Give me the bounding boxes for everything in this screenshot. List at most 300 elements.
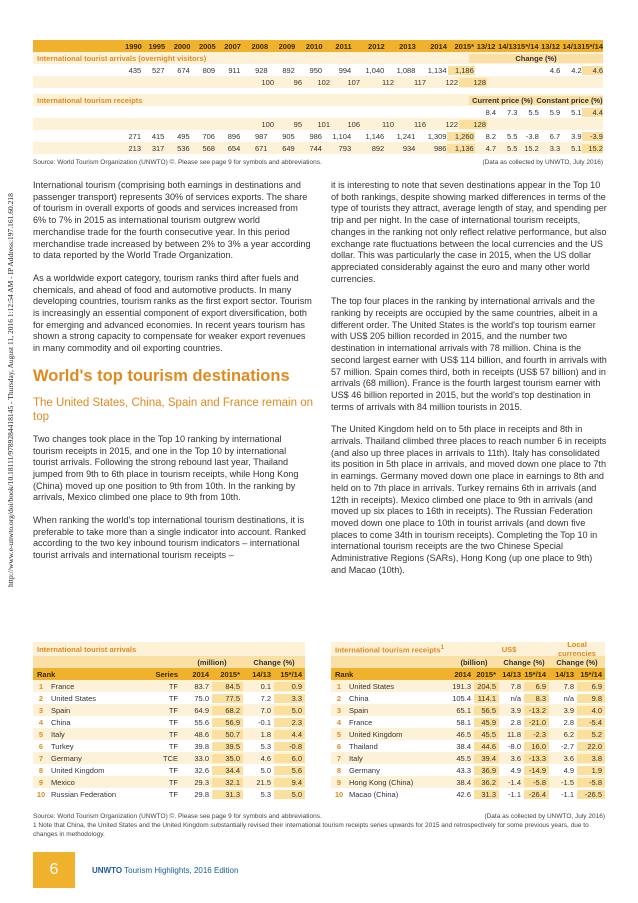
data-cell: 117 [414,77,426,87]
publication-title: Tourism Highlights, 2016 Edition [124,866,239,875]
data-cell: 1,040 [365,65,385,75]
value-cell: 31.3 [212,790,243,799]
country-cell: China [349,693,369,703]
table-row [33,680,305,692]
value-cell: -1.1 [508,789,521,799]
country-cell: Germany [51,753,82,763]
year-header: 2005 [198,41,216,51]
current-price-label: Current price (%) [469,96,536,105]
series-cell: TF [168,777,178,787]
value-cell: -5.8 [577,778,605,787]
change-cell: 5.5 [507,131,518,141]
receipts-ranking-table [331,642,605,800]
receipts-table-body [331,680,605,800]
section-subheading: The United States, China, Spain and France remain on top [33,396,313,423]
receipts-table-title: International tourism receipts [335,645,441,655]
value-cell: 65.1 [456,705,471,715]
value-cell: 3.3 [274,694,305,703]
table-header-row [33,40,603,52]
value-cell: 6.9 [577,682,605,691]
value-cell: 29.8 [194,789,209,799]
receipts-col-header [331,668,605,680]
value-cell: -26.5 [577,790,605,799]
data-cell: 122 [445,77,458,87]
change-cell: 4.4 [582,108,603,117]
million-row [33,64,603,76]
million-group: (million) [197,657,227,667]
value-cell: 4.0 [577,706,605,715]
data-cell: 536 [177,143,190,153]
value-cell: n/a [563,693,574,703]
receipts-group-header [331,656,605,668]
top-source: Source: World Tourism Organization (UNWTO) ©. Please see page 9 for symbols and abbreviations. [33,158,322,166]
change-cell: 5.1 [571,107,582,117]
value-cell: 58.1 [456,717,471,727]
rank-cell: 1 [336,681,342,691]
value-cell: 34.4 [212,766,243,775]
value-cell: 68.2 [212,706,243,715]
rank-cell: 2 [38,693,44,703]
change-cell: 8.4 [485,107,497,117]
value-cell: 56.9 [212,718,243,727]
year-header: 1995 [148,41,166,51]
paragraph: it is interesting to note that seven destinations appear in the Top 10 of both rankings, despite showing marked differences in terms of the type of tourists they attract, average length of stay, and spending per trip and per night. In the case of international tourism receipts, changes in the ranking not only reflect relative performance, but also exchange rate fluctuations between the local currencies and the US dollar. This was particularly the case in 2015, when the US dollar appreciated considerably against the euro and many other world currencies. [331,180,607,284]
side-url-text: http://www.e-unwto.org/doi/book/10.18111/9789284418145 - Thursday, August 11, 2016 1:12:54 AM - IP Address:197.161.60.218 [6,193,15,587]
section-heading: World's top tourism destinations [33,366,290,385]
change-cell: 6.7 [549,131,561,141]
data-cell: 527 [152,65,165,75]
country-cell: United Kingdom [51,765,105,775]
col-header: 2014 [192,669,209,679]
value-cell: 46.5 [456,729,471,739]
paragraph: The top four places in the ranking by international arrivals and the ranking by receipts are occupied by the same countries, albeit in a different order. The United States is the world's top tourism earner with US$ 205 billion recorded in 2015, and the number two destination in international arrivals with 78 million. China is the second largest earner with US$ 114 billion, and fourth in arrivals with 57 million. Spain comes third, both in receipts (US$ 57 billion) and in arrivals (68 million). France is the fourth largest tourism earner with US$ 46 billion reported in 2015, but the world's top destination in terms of arrivals with 84 million tourists in 2015. [331,296,607,412]
value-cell: 114.1 [474,694,499,703]
data-cell: 1,309 [427,131,447,141]
value-cell: 21.5 [256,777,271,787]
value-cell: 84.5 [212,682,243,691]
value-cell: 32.6 [194,765,209,775]
value-cell: 64.9 [194,705,209,715]
top-source-right: (Data as collected by UNWTO, July 2016) [482,158,603,166]
data-cell: 986 [433,143,447,153]
year-header: 2015* [454,41,475,51]
value-cell: 6.2 [563,729,574,739]
country-cell: Turkey [51,741,74,751]
country-cell: Spain [51,705,71,715]
receipts-title-row [33,94,603,106]
data-cell: 110 [382,119,394,129]
value-cell: 42.6 [456,789,471,799]
value-cell: 4.6 [260,753,271,763]
col-header: 14/13 [555,669,574,679]
year-header: 2014 [430,41,447,51]
country-cell: United States [51,693,97,703]
value-cell: 39.4 [474,754,499,763]
data-cell: 1,088 [396,65,416,75]
value-cell: 45.5 [456,753,471,763]
change-cell: 3.3 [549,143,561,153]
top-source-row [33,156,603,168]
value-cell: 3.6 [510,753,521,763]
col-header: 15*/14 [524,669,546,679]
data-cell: 1,136 [447,144,474,153]
data-cell: 649 [282,143,295,153]
rank-cell: 3 [336,705,342,715]
left-column [33,180,313,573]
value-cell: 3.6 [563,753,574,763]
value-cell: 5.0 [274,790,305,799]
usd-row [33,130,603,142]
arrivals-col-header [33,668,305,680]
table-row [33,776,305,788]
change-cell: 5.9 [549,107,561,117]
col-header: 14/13 [252,669,271,679]
value-cell: 4.4 [274,730,305,739]
table-row [331,716,605,728]
side-url [6,140,18,640]
table-row [331,776,605,788]
table-row [331,728,605,740]
value-cell: 35.0 [212,754,243,763]
series-cell: TCE [163,753,178,763]
value-cell: 43.3 [456,765,471,775]
value-cell: -14.9 [524,766,549,775]
value-cell: 75.0 [194,693,209,703]
table-row [331,740,605,752]
value-cell: 5.3 [260,789,271,799]
series-cell: TF [168,729,178,739]
value-cell: 36.9 [474,766,499,775]
col-header: 15*/14 [580,669,602,679]
value-cell: 29.3 [194,777,209,787]
table-row [33,764,305,776]
year-header: 2009 [278,41,296,51]
value-cell: n/a [510,693,521,703]
value-cell: 4.9 [563,765,574,775]
data-cell: 495 [177,131,190,141]
value-cell: 1.8 [260,729,271,739]
value-cell: 105.4 [452,693,471,703]
series-cell: TF [168,705,178,715]
table-row [331,692,605,704]
table-row [33,704,305,716]
year-header: 2012 [368,41,385,51]
table-row [331,704,605,716]
local-group: Local currencies [558,640,596,658]
value-cell: -0.8 [274,742,305,751]
rank-cell: 4 [336,717,342,727]
data-cell: 671 [254,143,268,153]
rank-cell: 8 [336,765,342,775]
col-header: 2015* [476,669,496,679]
table-row [33,740,305,752]
data-cell: 1,104 [332,131,352,141]
page-number: 6 [33,852,75,888]
rank-cell: 1 [38,681,44,691]
value-cell: 38.4 [456,777,471,787]
col-header: 15*/14 [280,669,302,679]
rank-cell: 8 [38,765,44,775]
footer-source-right: (Data as collected by UNWTO, July 2016) [484,813,605,820]
change-header: 15*/14 [581,41,603,51]
country-cell: Italy [51,729,65,739]
data-cell: 415 [151,131,165,141]
year-header: 1990 [125,41,142,51]
data-cell: 102 [317,77,330,87]
value-cell: -26.4 [524,790,549,799]
data-cell: 271 [128,131,141,141]
value-cell: 5.0 [260,765,271,775]
col-header: 14/13 [502,669,521,679]
country-cell: United Kingdom [349,729,403,739]
data-cell: 435 [128,65,142,75]
value-cell: -5.8 [524,778,549,787]
change-cell: 8.2 [485,131,497,141]
data-cell: 892 [371,143,385,153]
change-cell: 4.6 [549,65,561,75]
data-cell: 100 [261,119,274,129]
value-cell: 3.8 [577,754,605,763]
value-cell: -13.2 [524,706,549,715]
col-header: Series [155,669,178,679]
year-header: 2007 [224,41,241,51]
data-cell: 744 [309,143,322,153]
country-cell: United States [349,681,395,691]
value-cell: 33.0 [194,753,209,763]
rank-cell: 6 [38,741,44,751]
year-header: 2013 [399,41,416,51]
value-cell: 44.6 [474,742,499,751]
year-header: 2010 [305,41,323,51]
change-group: Change (%) [503,657,545,667]
value-cell: 16.0 [524,742,549,751]
receipts-table-title-bar [331,642,605,656]
change-cell: 15.2 [582,144,603,153]
rank-cell: 7 [336,753,342,763]
data-cell: 911 [228,65,241,75]
data-cell: 317 [151,143,165,153]
data-cell: 1,241 [396,131,416,141]
value-cell: -5.4 [577,718,605,727]
data-cell: 112 [382,77,394,87]
billion-group: (billion) [460,657,488,667]
year-header: 2008 [251,41,269,51]
series-cell: TF [168,681,178,691]
col-header: Rank [335,669,354,679]
value-cell: 6.0 [274,754,305,763]
country-cell: Germany [349,765,380,775]
usd-group: US$ [501,644,517,654]
change-cell: 5.5 [507,143,518,153]
data-cell: 122 [445,119,458,129]
value-cell: 5.6 [274,766,305,775]
change-group-local: Change (%) [556,657,598,667]
arrivals-table-title-bar [33,642,305,656]
data-cell: 987 [254,131,268,141]
value-cell: 50.7 [212,730,243,739]
country-cell: Hong Kong (China) [349,777,414,787]
table-row [33,692,305,704]
table-row [331,752,605,764]
data-cell: 128 [459,120,487,129]
value-cell: 0.1 [260,681,271,691]
arrivals-title: International tourist arrivals (overnight visitors) [37,53,207,63]
value-cell: 39.5 [212,742,243,751]
change-cell: -3.8 [525,131,539,141]
value-cell: 5.3 [260,741,271,751]
value-cell: 56.5 [474,706,499,715]
series-cell: TF [168,717,178,727]
data-cell: 95 [293,119,302,129]
rank-cell: 4 [38,717,44,727]
value-cell: 7.0 [260,705,271,715]
value-cell: -8.0 [508,741,521,751]
rank-cell: 10 [334,789,344,799]
right-column [331,180,609,588]
paragraph: The United Kingdom held on to 5th place in receipts and 8th in arrivals. Thailand climbed three places to reach number 6 in receipts (and also up three places in arrivals to 11th). Italy has consolidated its position in 5th place in arrivals, and moved down one place to 7th in earnings. Germany moved down one place in earnings to 8th and held on to 7th place in arrivals. Turkey remains 6th in arrivals (and 12th in receipts). Mexico climbed one place to 9th in arrivals (and moved up six places to 16th in receipts). The Russian Federation moved down one place to 10th in tourist arrivals (and down five places to come 34th in tourism receipts). Completing the Top 10 in international tourism receipts are the two Chinese Special Administrative Regions (SARs), Hong Kong (up one place to 9th) and Macao (10th). [331,424,607,575]
value-cell: 32.1 [212,778,243,787]
value-cell: 2.8 [563,717,574,727]
data-cell: 1,186 [448,66,475,75]
value-cell: -2.7 [561,741,574,751]
constant-price-label: Constant price (%) [536,95,603,105]
rank-cell: 2 [336,693,342,703]
paragraph: Two changes took place in the Top 10 ranking by international tourism receipts in 2015, and one in the Top 10 by international tourist arrivals. Following the strong rebound last year, Thailand jumped from 9th to 6th place in tourism receipts, while Hong Kong (China) moved up one position to 9th from 10th. In the ranking by arrivals, Mexico climbed one place to 9th from 10th. [33,433,299,503]
value-cell: 38.4 [456,741,471,751]
value-cell: 11.8 [506,729,521,739]
value-cell: 77.5 [212,694,243,703]
euro-row [33,142,603,154]
country-cell: France [51,681,75,691]
data-cell: 568 [202,143,215,153]
change-header: 13/12 [476,41,496,51]
country-cell: France [349,717,373,727]
value-cell: 7.8 [510,681,521,691]
data-cell: 116 [414,119,426,129]
country-cell: Spain [349,705,369,715]
footer-source: Source: World Tourism Organization (UNWTO) ©. Please see page 9 for symbols and abbreviations. [33,813,322,820]
change-header: 15*/14 [516,41,539,51]
country-cell: China [51,717,71,727]
value-cell: 1.9 [577,766,605,775]
arrivals-title-row [33,52,603,64]
change-group: Change (%) [253,657,295,667]
year-header: 2011 [335,41,352,51]
value-cell: -1.1 [561,789,574,799]
series-cell: TF [168,765,178,775]
table-row [331,764,605,776]
data-cell: 950 [309,65,323,75]
value-cell: 2.8 [510,717,521,727]
value-cell: 204.5 [474,682,499,691]
data-cell: 213 [128,143,141,153]
change-header: 14/13 [562,41,582,51]
value-cell: 45.9 [474,718,499,727]
data-cell: 1,260 [447,132,474,141]
rank-cell: 5 [336,729,342,739]
series-cell: TF [168,741,178,751]
change-header: 13/12 [541,41,560,51]
data-cell: 793 [338,143,352,153]
paragraph: As a worldwide export category, tourism ranks third after fuels and chemicals, and ahead of food and automotive products. In many developing countries, tourism ranks as the first export sector. Tourism is increasingly an essential component of export diversification, both for emerging and advanced economies. In recent years tourism has shown a strong capacity to compensate for weaker export revenues in many commodity and oil exporting countries. [33,272,312,354]
tourism-summary-table [33,40,603,168]
data-cell: 986 [309,131,322,141]
change-cell: 4.2 [571,65,582,75]
data-cell: 96 [293,77,302,87]
value-cell: -21.0 [524,718,549,727]
data-cell: 809 [202,65,216,75]
col-header: 2015* [220,669,240,679]
value-cell: 7.2 [260,693,271,703]
rank-cell: 10 [36,789,46,799]
rank-cell: 9 [336,777,342,787]
rank-cell: 6 [336,741,342,751]
value-cell: 191.3 [452,681,471,691]
value-cell: 48.6 [194,729,209,739]
rank-cell: 3 [38,705,44,715]
index-constant-row [33,118,603,130]
local-currencies-row [33,106,603,118]
value-cell: 8.3 [524,694,549,703]
value-cell: 3.9 [510,705,521,715]
value-cell: -0.1 [258,717,271,727]
paragraph: International tourism (comprising both earnings in destinations and passenger transport) represents 30% of services exports. The share of tourism in overall exports of goods and services increased from 6% to 7% in 2015 as international tourism outgrew world merchandise trade for the fourth consecutive year. In this period merchandise trade increased by between 2% to 3% a year according to data reported by the World Trade Organization. [33,180,311,261]
table-row [33,788,305,800]
rank-cell: 5 [38,729,44,739]
rank-cell: 7 [38,753,44,763]
value-cell: 36.2 [474,778,499,787]
paragraph: When ranking the world's top international tourism destinations, it is preferable to take more than a single indicator into account. Ranked according to the two key inbound tourism indicators – international tourist arrivals and international tourism receipts – [33,515,306,561]
table-row [33,716,305,728]
row-label [33,120,121,129]
value-cell: 7.8 [563,681,574,691]
data-cell: 107 [347,77,360,87]
value-cell: 6.9 [524,682,549,691]
table-row [33,752,305,764]
footer-notes [33,812,605,839]
data-cell: 128 [459,78,487,87]
data-cell: 896 [227,131,241,141]
country-cell: Russian Federation [51,789,117,799]
series-cell: TF [168,693,178,703]
change-cell: 15.2 [524,143,539,153]
value-cell: 39.8 [194,741,209,751]
col-header: 2014 [454,669,471,679]
arrivals-table-title: International tourist arrivals [37,644,137,654]
arrivals-group-header [33,656,305,668]
value-cell: 2.3 [274,718,305,727]
arrivals-ranking-table [33,642,305,800]
country-cell: Thailand [349,741,378,751]
series-cell: TF [168,789,178,799]
footer-note: 1 Note that China, the United States and the United Kingdom substantially revised their international tourism receipts series upwards for 2015 and retrospectively for some previous years, due to changes in methodology. [33,822,589,838]
value-cell: 31.3 [474,790,499,799]
data-cell: 905 [282,131,295,141]
value-cell: 4.9 [510,765,521,775]
change-cell: 4.6 [582,66,603,75]
data-cell: 674 [177,65,190,75]
data-cell: 106 [347,119,360,129]
country-cell: Italy [349,753,363,763]
data-cell: 1,134 [427,65,447,75]
value-cell: -13.3 [524,754,549,763]
value-cell: -2.3 [524,730,549,739]
table-row [331,788,605,800]
country-cell: Mexico [51,777,75,787]
country-cell: Macao (China) [349,789,399,799]
index-row [33,76,603,88]
data-cell: 994 [338,65,352,75]
